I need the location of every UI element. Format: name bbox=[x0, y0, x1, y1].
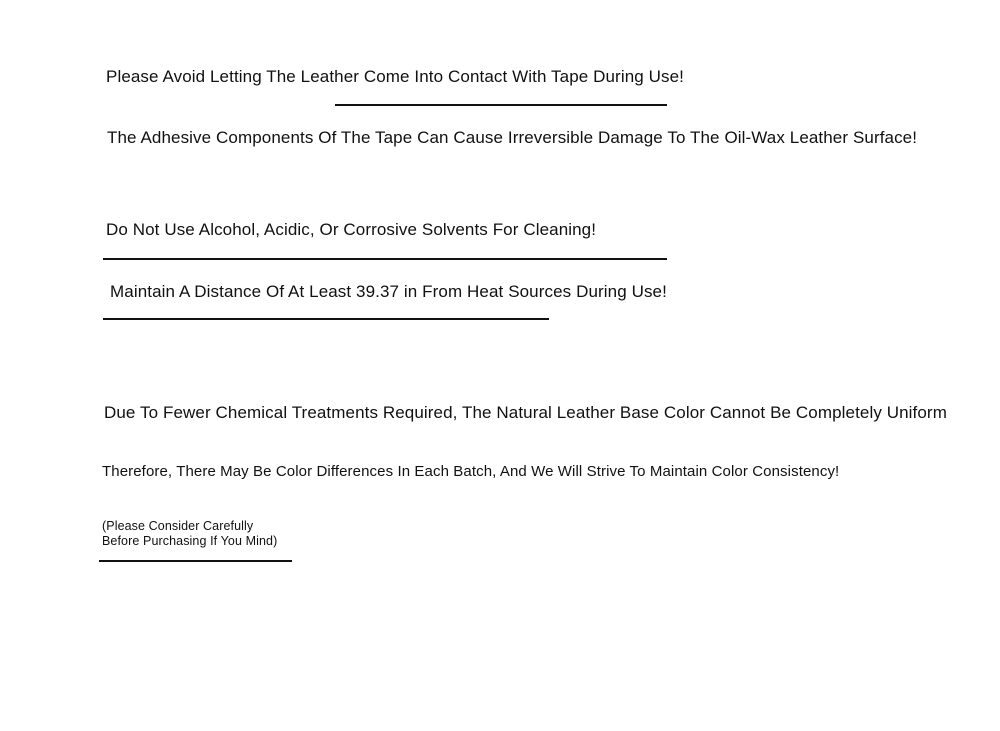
consider-note-line-2: Before Purchasing If You Mind) bbox=[102, 534, 278, 548]
cleaning-warning-divider bbox=[103, 258, 667, 260]
tape-warning-text: Please Avoid Letting The Leather Come Into Contact With Tape During Use! bbox=[106, 67, 684, 86]
heat-warning-divider bbox=[103, 318, 549, 320]
tape-warning-divider bbox=[335, 104, 667, 106]
heat-warning-text: Maintain A Distance Of At Least 39.37 in From Heat Sources During Use! bbox=[110, 282, 667, 301]
adhesive-damage-text: The Adhesive Components Of The Tape Can Cause Irreversible Damage To The Oil-Wax Leather Surface! bbox=[107, 128, 918, 147]
consider-note bbox=[102, 519, 302, 549]
batch-difference-text: Therefore, There May Be Color Differences In Each Batch, And We Will Strive To Maintain Color Consistency! bbox=[102, 463, 840, 480]
consider-note-divider bbox=[99, 560, 292, 562]
cleaning-warning-text: Do Not Use Alcohol, Acidic, Or Corrosive Solvents For Cleaning! bbox=[106, 220, 597, 239]
color-uniformity-text: Due To Fewer Chemical Treatments Required, The Natural Leather Base Color Cannot Be Completely Uniform bbox=[104, 403, 947, 422]
consider-note-line-1: (Please Consider Carefully bbox=[102, 519, 254, 533]
